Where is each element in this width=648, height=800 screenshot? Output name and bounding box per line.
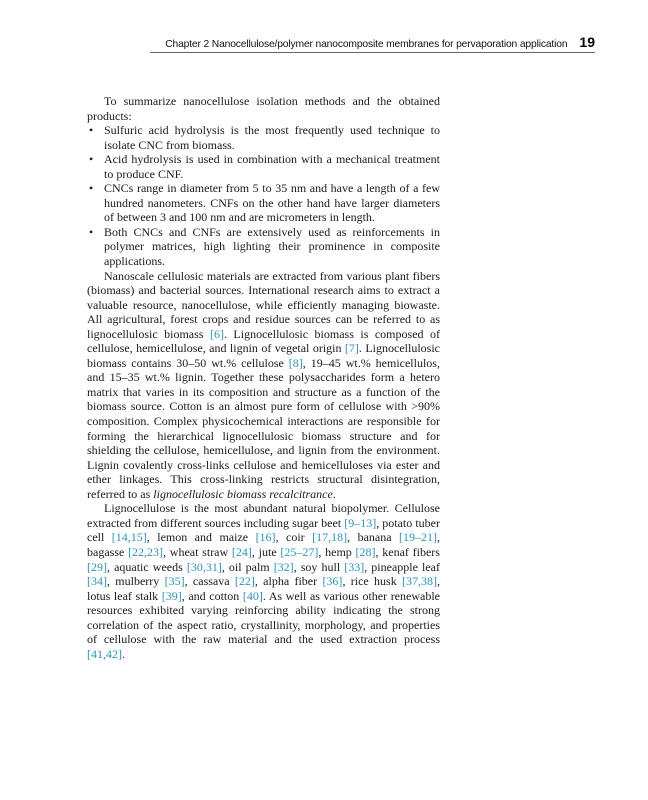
paragraph-text: , cassava [184, 574, 235, 589]
paragraph-text: , coir [275, 530, 313, 545]
citation-link[interactable]: [41,42] [87, 646, 122, 661]
citation-link[interactable]: [17,18] [312, 530, 348, 545]
citation-link[interactable]: [34] [87, 574, 107, 589]
citation-link[interactable]: [37,38] [402, 574, 438, 589]
paragraph-text: , and cotton [181, 588, 243, 603]
page-number: 19 [579, 34, 595, 50]
paragraph-text: Lignocellulose is the most abundant natural biopolymer. Cellulose extracted from different sources including sugar beet [87, 501, 440, 530]
italic-term: lignocellulosic biomass recalcitrance [153, 486, 333, 501]
paragraph-text: , hemp [318, 544, 356, 559]
summary-bullet-list [87, 123, 440, 268]
citation-link[interactable]: [19–21] [399, 530, 438, 545]
paragraph-text: , mulberry [107, 574, 165, 589]
citation-link[interactable]: [7] [344, 341, 359, 356]
list-item-text: Both CNCs and CNFs are extensively used as reinforcements in polymer matrices, high lighting their prominence in composite applications. [104, 224, 440, 269]
citation-link[interactable]: [22] [234, 574, 255, 589]
list-item [87, 123, 440, 152]
paragraph-text: , rice husk [342, 574, 403, 589]
intro-paragraph: To summarize nanocellulose isolation methods and the obtained products: [87, 94, 440, 123]
citation-link[interactable]: [30,31] [186, 559, 222, 574]
paragraph-text: , pineapple leaf [364, 559, 440, 574]
citation-link[interactable]: [36] [322, 574, 343, 589]
paragraph-text: , lotus leaf stalk [87, 574, 441, 603]
paragraph-text: , kenaf fibers [375, 544, 440, 559]
paragraph-text: , oil palm [221, 559, 274, 574]
paragraph-text: , aquatic weeds [107, 559, 187, 574]
paragraph-text: , bagasse [87, 530, 441, 559]
lignocellulose-paragraph [87, 501, 440, 661]
citation-link[interactable]: [39] [161, 588, 182, 603]
paragraph-text: , lemon and maize [146, 530, 256, 545]
list-item-text: Acid hydrolysis is used in combination with a mechanical treatment to produce CNF. [104, 152, 440, 181]
citation-link[interactable]: [22,23] [128, 544, 164, 559]
paragraph-text: . [122, 646, 125, 661]
paragraph-text: Nanoscale cellulosic materials are extracted from various plant fibers (biomass) and bacterial sources. International research aims to extract a valuable resource, nanocellulose, while efficiently managing biowaste. All agricultural, forest crops and residue sources can be referred to as lignocellulosic biomass [87, 268, 440, 341]
citation-link[interactable]: [14,15] [111, 530, 147, 545]
paragraph-text: . As well as various other renewable resources exhibited varying reinforcing ability indicating the strong correlation of the aspect ratio, crystallinity, morphology, and properties of cellulose with the raw material and the used extraction process [87, 588, 440, 647]
paragraph-text: . Lignocellulosic biomass contains 30–50 wt.% cellulose [87, 341, 440, 370]
citation-link[interactable]: [40] [242, 588, 263, 603]
citation-link[interactable]: [8] [288, 355, 303, 370]
citation-link[interactable]: [25–27] [280, 544, 319, 559]
citation-link[interactable]: [33] [344, 559, 365, 574]
paragraph-text: , alpha fiber [254, 574, 323, 589]
bullet-icon: • [89, 181, 94, 196]
citation-link[interactable]: [29] [87, 559, 107, 574]
paragraph-text: , soy hull [293, 559, 345, 574]
citation-link[interactable]: [35] [164, 574, 185, 589]
list-item-text: CNCs range in diameter from 5 to 35 nm and have a length of a few hundred nanometers. CNFs on the other hand have larger diameters of between 3 and 100 nm and are micrometers in length. [104, 181, 440, 225]
bullet-icon: • [89, 152, 94, 167]
list-item [87, 181, 440, 225]
citation-link[interactable]: [32] [273, 559, 294, 574]
header-rule [150, 52, 595, 53]
citation-link[interactable]: [6] [209, 326, 224, 341]
paragraph-text: , potato tuber cell [87, 515, 440, 545]
list-item [87, 225, 440, 269]
list-item-text: Sulfuric acid hydrolysis is the most frequently used technique to isolate CNC from biomass. [104, 123, 440, 152]
citation-link[interactable]: [16] [255, 530, 276, 545]
citation-link[interactable]: [24] [231, 544, 252, 559]
paragraph-text: , wheat straw [163, 544, 232, 559]
paragraph-text: , jute [251, 544, 281, 559]
body-text [87, 94, 440, 661]
running-header [150, 34, 595, 52]
paragraph-text: , banana [347, 530, 400, 545]
paragraph-text: . Lignocellulosic biomass is composed of cellulose, hemicellulose, and lignin of vegetal origin [87, 326, 440, 356]
nanoscale-paragraph [87, 269, 440, 502]
citation-link[interactable]: [28] [355, 544, 376, 559]
bullet-icon: • [89, 123, 94, 138]
citation-link[interactable]: [9–13] [344, 515, 377, 530]
bullet-icon: • [89, 224, 94, 239]
list-item [87, 152, 440, 181]
running-title: Chapter 2 Nanocellulose/polymer nanocomposite membranes for pervaporation application [165, 39, 568, 50]
paragraph-text: , 19–45 wt.% hemicellulos, and 15–35 wt.% lignin. Together these polysaccharides form a hetero matrix that varies in its composition and structure as a function of the biomass source. Cotton is an almost pure form of cellulose with >90% composition. Complex physicochemical interactions are responsible for forming the hierarchical lignocellulosic biomass structure and for shielding the cellulose, hemicellulose, and lignin from the environment. Lignin covalently cross-links cellulose and hemicelluloses via ester and ether linkages. This cross-linking restricts structural disintegration, referred to as [87, 355, 440, 501]
paragraph-text: . [332, 486, 336, 501]
